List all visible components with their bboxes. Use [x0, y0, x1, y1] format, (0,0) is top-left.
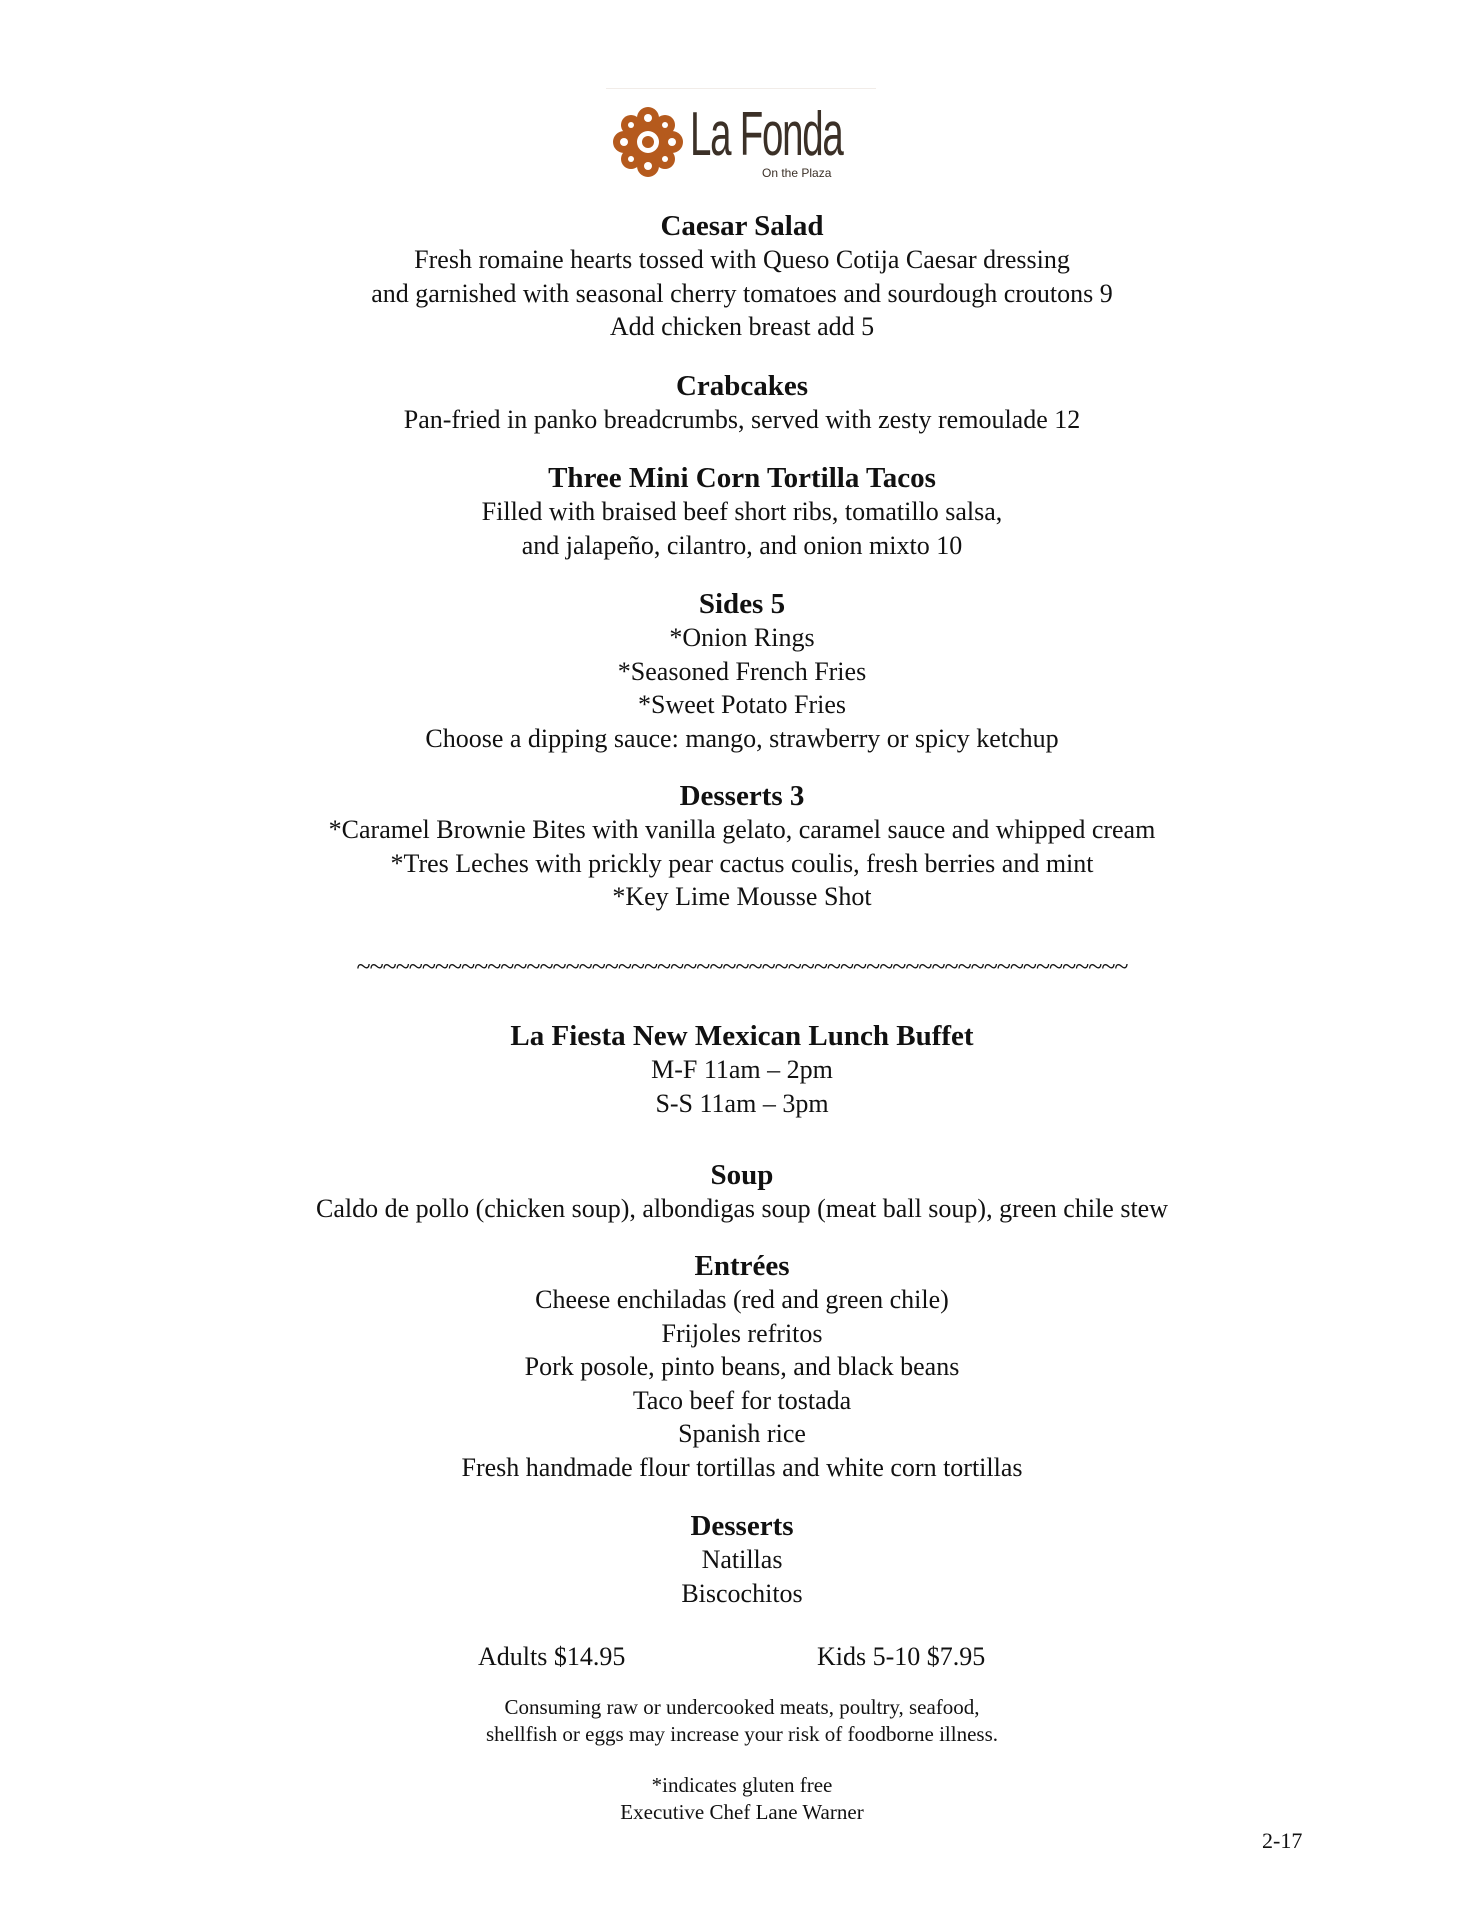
chef-credit: Executive Chef Lane Warner [620, 1800, 864, 1824]
disclaimer-line: Consuming raw or undercooked meats, poultry, seafood, [504, 1695, 980, 1719]
side-item: *Sweet Potato Fries [638, 690, 846, 719]
logo [612, 98, 892, 188]
buffet-hours: M-F 11am – 2pm [651, 1055, 833, 1084]
menu-section-title: Desserts 3 [679, 780, 805, 812]
side-item: *Seasoned French Fries [617, 656, 867, 686]
buffet-item: Pork posole, pinto beans, and black beans [524, 1352, 960, 1381]
menu-item-caesar-salad [0, 210, 1484, 344]
menu-item-description: Filled with braised beef short ribs, tomatillo salsa, [481, 497, 1003, 526]
menu-item-crabcakes [0, 370, 1484, 437]
menu-item-tacos [0, 462, 1484, 562]
menu-item-description: Fresh romaine hearts tossed with Queso Cotija Caesar dressing [414, 245, 1070, 274]
buffet-item: Fresh handmade flour tortillas and white corn tortillas [461, 1452, 1023, 1482]
gluten-free-note: *indicates gluten free [651, 1773, 833, 1797]
menu-item-description: and garnished with seasonal cherry tomatoes and sourdough croutons 9 [371, 278, 1113, 308]
buffet-hours: S-S 11am – 3pm [655, 1088, 829, 1118]
buffet-section-title: Soup [710, 1159, 774, 1191]
price-kids: Kids 5-10 $7.95 [817, 1642, 986, 1671]
logo-rule [606, 88, 876, 89]
flower-logo-icon [612, 106, 684, 178]
buffet-header [0, 1020, 1484, 1120]
buffet-item: Biscochitos [681, 1578, 803, 1608]
side-item: *Onion Rings [669, 623, 815, 652]
buffet-item: Taco beef for tostada [632, 1385, 852, 1415]
dessert-item: *Tres Leches with prickly pear cactus coulis, fresh berries and mint [390, 848, 1094, 878]
logo-tagline: On the Plaza [762, 166, 832, 180]
menu-item-title: Three Mini Corn Tortilla Tacos [548, 462, 936, 494]
logo-wordmark: La Fonda [690, 100, 843, 169]
menu-item-description: and jalapeño, cilantro, and onion mixto 10 [521, 530, 963, 560]
buffet-section-title: Entrées [694, 1250, 790, 1282]
footer-notes [0, 1772, 1484, 1826]
food-safety-disclaimer [0, 1694, 1484, 1748]
buffet-item: Natillas [701, 1545, 783, 1574]
buffet-section-entrees [0, 1250, 1484, 1484]
dessert-item: *Caramel Brownie Bites with vanilla gelato, caramel sauce and whipped cream [328, 815, 1156, 844]
sauce-note: Choose a dipping sauce: mango, strawberry or spicy ketchup [425, 723, 1059, 753]
buffet-section-desserts [0, 1510, 1484, 1610]
buffet-item: Frijoles refritos [661, 1318, 823, 1348]
menu-section-desserts [0, 780, 1484, 914]
menu-item-title: Caesar Salad [660, 210, 824, 242]
menu-section-sides [0, 588, 1484, 755]
buffet-item: Caldo de pollo (chicken soup), albondigas soup (meat ball soup), green chile stew [315, 1194, 1168, 1223]
buffet-title: La Fiesta New Mexican Lunch Buffet [510, 1020, 974, 1052]
menu-item-description: Pan-fried in panko breadcrumbs, served with zesty remoulade 12 [403, 405, 1081, 434]
disclaimer-line: shellfish or eggs may increase your risk of foodborne illness. [485, 1722, 999, 1746]
menu-section-title: Sides 5 [698, 588, 786, 620]
menu-item-title: Crabcakes [675, 370, 809, 402]
price-adults: Adults $14.95 [478, 1642, 626, 1671]
dessert-item: *Key Lime Mousse Shot [612, 882, 872, 911]
page-code: 2-17 [1262, 1828, 1303, 1853]
menu-item-addon: Add chicken breast add 5 [609, 312, 875, 341]
buffet-item: Cheese enchiladas (red and green chile) [535, 1285, 949, 1314]
tilde-divider: ~~~~~~~~~~~~~~~~~~~~~~~~~~~~~~~~~~~~~~~~~~~~~~~~~~~~~~~~~~~ [356, 952, 1128, 981]
buffet-section-soup [0, 1159, 1484, 1226]
buffet-item: Spanish rice [678, 1419, 806, 1448]
buffet-section-title: Desserts [690, 1510, 794, 1542]
